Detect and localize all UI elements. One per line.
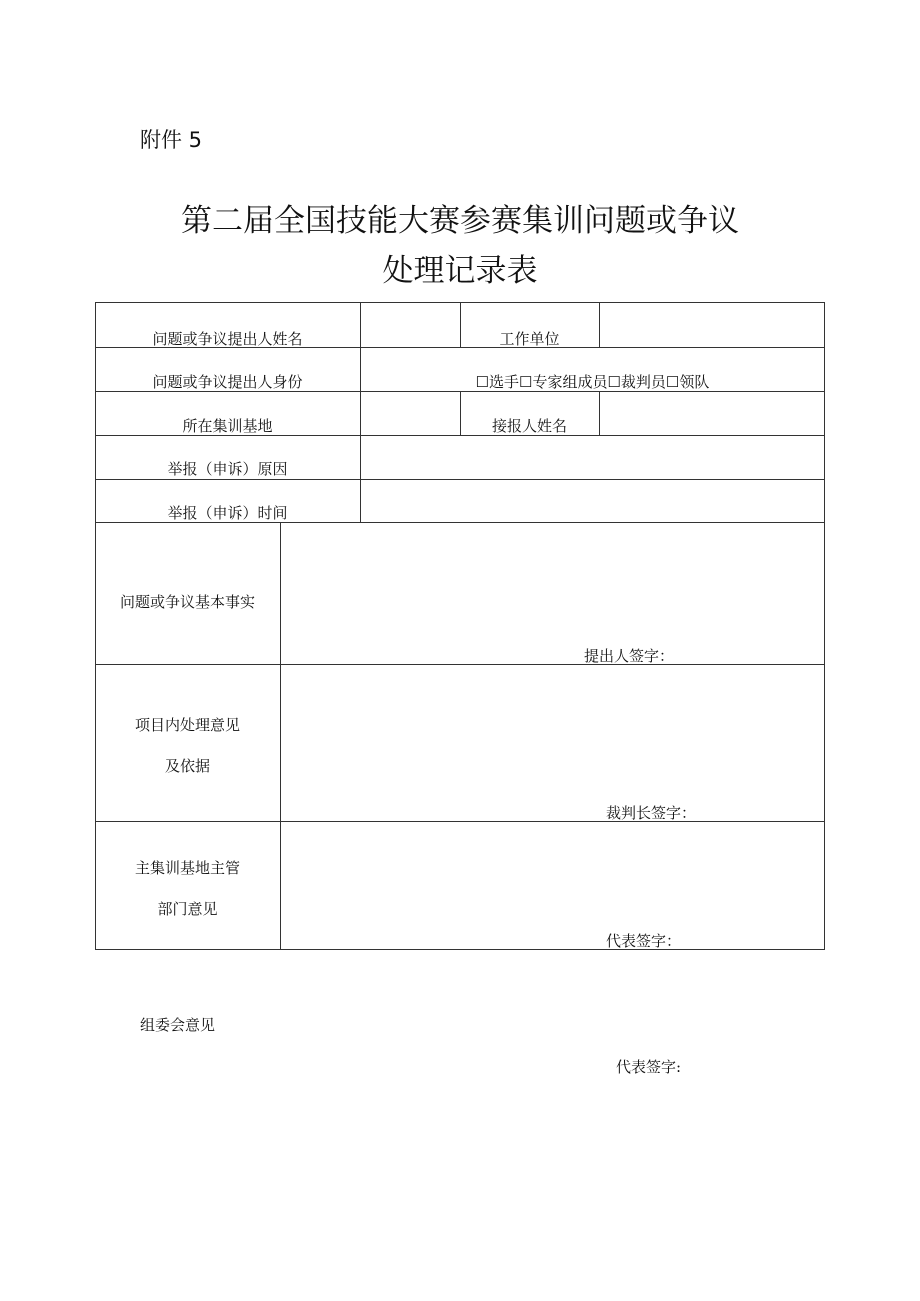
report-time-label: 举报（申诉）时间 [167,504,288,522]
table-border-bottom [95,949,825,950]
project-opinion-label-line-1: 项目内处理意见 [134,716,240,734]
receiver-name-label: 接报人姓名 [491,417,567,435]
form-title-line-2: 处理记录表 [382,253,538,289]
attachment-label: 附件 5 [140,128,203,152]
project-opinion-label-line-2: 及依据 [164,757,210,775]
facts-label: 问题或争议基本事实 [119,593,255,611]
base-representative-signature-label: 代表签字： [606,932,682,950]
committee-opinion-label: 组委会意见 [140,1016,216,1034]
report-reason-label: 举报（申诉）原因 [167,460,288,478]
col-divider [599,391,600,436]
chief-referee-signature-label: 裁判长签字： [606,804,697,822]
proposer-identity-label: 问题或争议提出人身份 [152,373,303,391]
row-divider [95,479,825,480]
table-border-right [824,302,825,950]
proposer-name-label: 问题或争议提出人姓名 [152,330,303,348]
proposer-signature-label: 提出人签字： [584,647,675,665]
main-base-label-line-1: 主集训基地主管 [134,859,240,877]
row-divider [95,821,825,822]
form-title-line-1: 第二届全国技能大赛参赛集训问题或争议 [181,203,739,239]
main-base-label-line-2: 部门意见 [157,900,218,918]
record-table [95,302,825,950]
row-divider [95,664,825,665]
table-border-left [95,302,96,950]
col-divider [360,302,361,523]
col-divider [280,522,281,950]
training-base-label: 所在集训基地 [182,417,273,435]
col-divider [599,302,600,347]
work-unit-label: 工作单位 [499,330,560,348]
committee-signature-label: 代表签字: [616,1058,682,1076]
identity-options-checkboxes[interactable]: ☐选手☐专家组成员☐裁判员☐领队 [475,373,710,391]
